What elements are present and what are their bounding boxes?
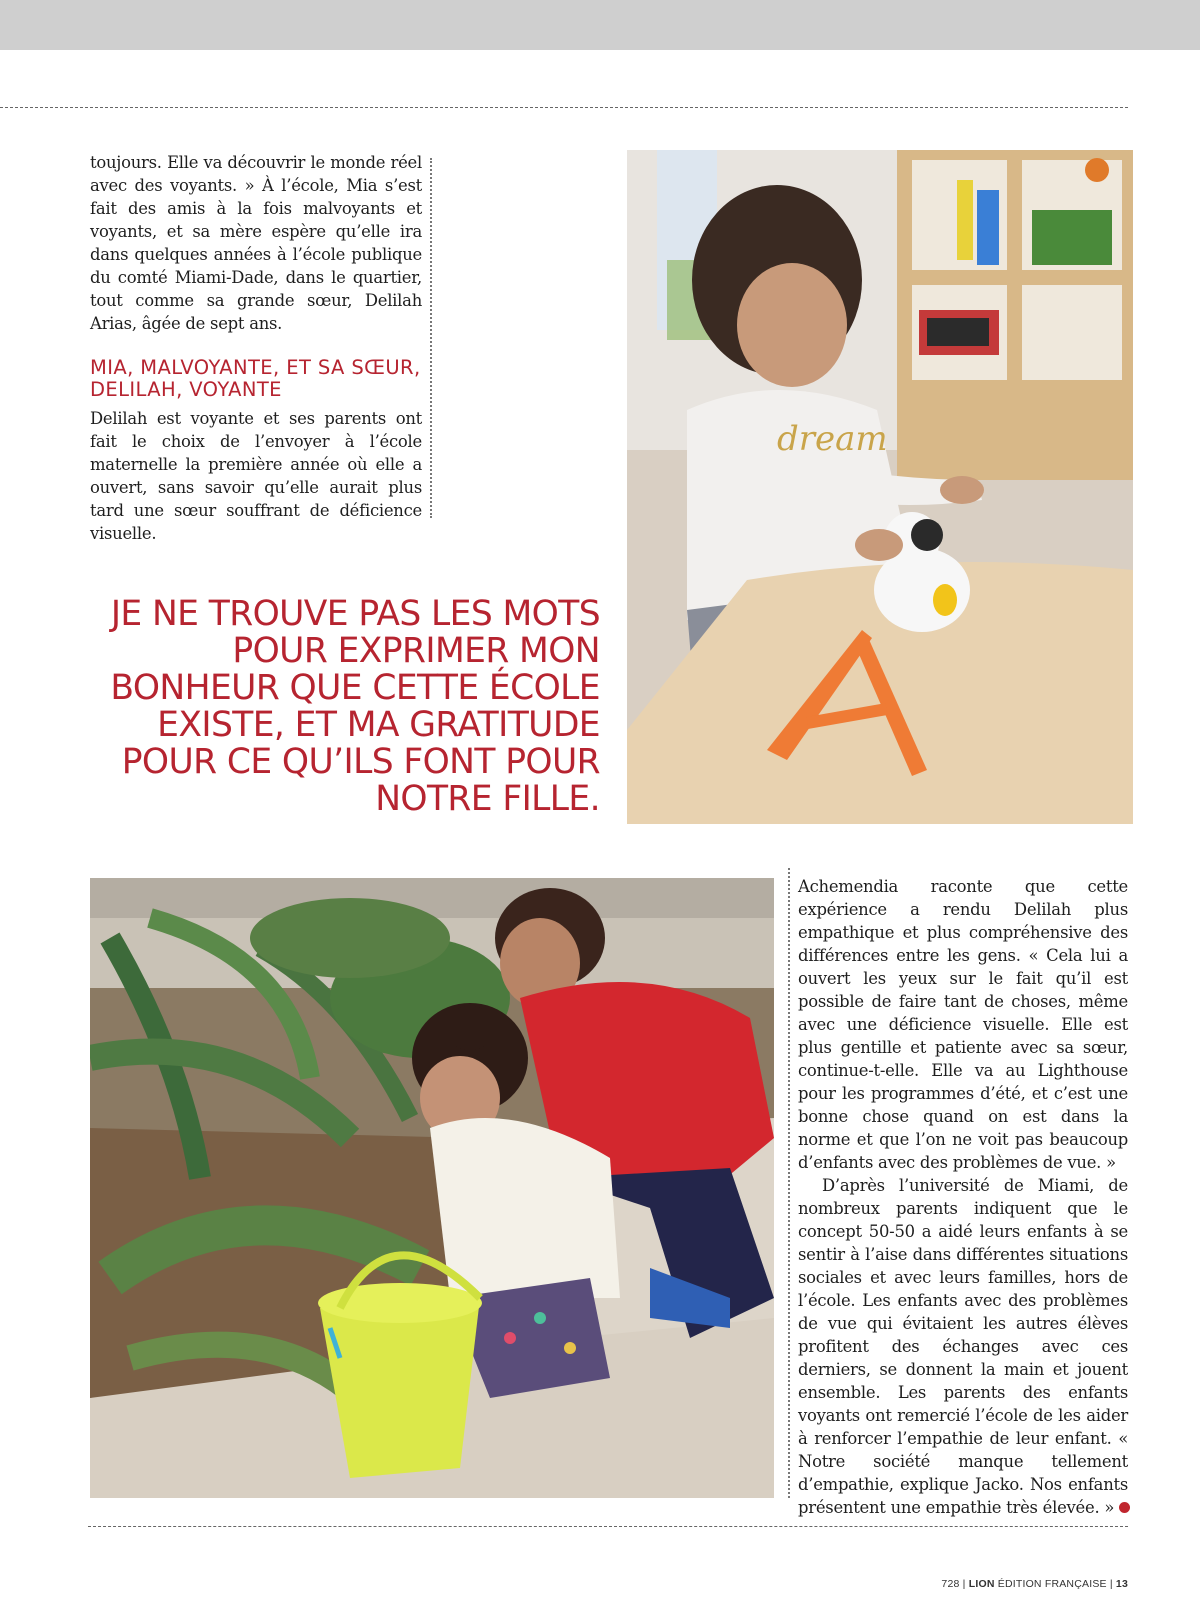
page-footer (941, 1578, 1128, 1590)
paragraph-delilah: Delilah est voyante et ses parents ont fait le choix de l’envoyer à l’école maternelle la première année où elle a ouvert, sans savoir qu’elle aurait plus tard une sœur souffrant de déficience visuelle. (90, 409, 422, 543)
article-column-one (90, 151, 422, 545)
photo-garden-mother-child (90, 878, 774, 1498)
paragraph-intro: toujours. Elle va découvrir le monde réel avec des voyants. » À l’école, Mia s’est fait des amis à la fois malvoyants et voyants, et sa mère espère qu’elle ira dans quelques années à l’école publique du comté Miami-Dade, dans le quartier, tout comme sa grande sœur, Delilah Arias, âgée de sept ans. (90, 153, 422, 333)
red-dot-icon (1119, 1502, 1130, 1513)
column-divider (430, 158, 432, 518)
magazine-brand: LION (968, 1578, 995, 1590)
section-subhead: MIA, MALVOYANTE, ET SA SŒUR, DELILAH, VOYANTE (90, 356, 421, 401)
top-divider (0, 107, 1128, 108)
page-number: 13 (1115, 1578, 1128, 1590)
svg-text:dream: dream (777, 419, 888, 459)
column-divider-two (788, 868, 790, 1498)
paragraph-achemendia: Achemendia raconte que cette expérience a rendu Delilah plus empathique et plus compréhensive des différences entre les gens. « Cela lui a ouvert les yeux sur le fait qu’il est possible de faire tant de choses, même avec une déficience visuelle. Elle est plus gentille et patiente avec sa sœur, continue-t-elle. Elle va au Lighthouse pour les programmes d’été, et c’est une bonne chose quand on est dans la norme et que l’on ne voit pas beaucoup d’enfants avec des problèmes de vue. » (798, 877, 1128, 1172)
bottom-divider (88, 1526, 1128, 1527)
article-column-two (798, 875, 1128, 1519)
issue-number: 728 | (941, 1578, 966, 1590)
paragraph-university (798, 1174, 1128, 1519)
edition-label: ÉDITION FRANÇAISE | (997, 1578, 1113, 1590)
photo-girl-classroom (627, 150, 1133, 824)
pull-quote: JE NE TROUVE PAS LES MOTS POUR EXPRIMER MON BONHEUR QUE CETTE ÉCOLE EXISTE, ET MA GRATITUDE POUR CE QU’ILS FONT POUR NOTRE FILLE. (110, 594, 600, 819)
top-header-bar (0, 0, 1200, 50)
paragraph-university-text: D’après l’université de Miami, de nombreux parents indiquent que le concept 50-50 a aidé leurs enfants à se sentir à l’aise dans différentes situations sociales et avec leurs familles, hors de l’école. Les enfants avec des problèmes de vue qui évitaient les autres élèves profitent des échanges avec ces derniers, se donnent la main et jouent ensemble. Les parents des enfants voyants ont remercié l’école de les aider à renforcer l’empathie de leur enfant. « Notre société manque tellement d’empathie, explique Jacko. Nos enfants présentent une empathie très élevée. » (798, 1176, 1128, 1517)
